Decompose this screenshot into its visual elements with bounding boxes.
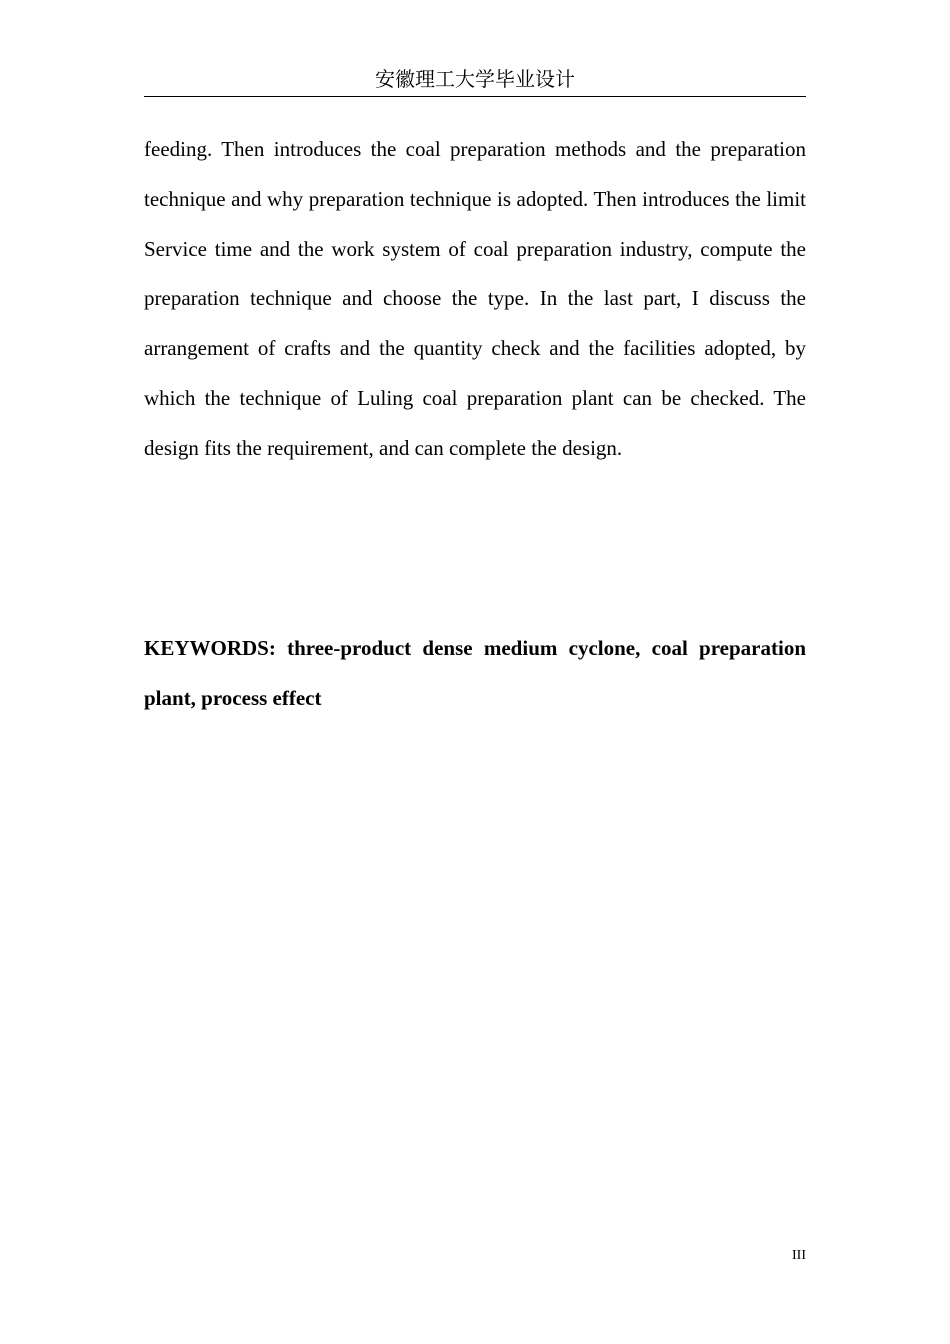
abstract-paragraph: feeding. Then introduces the coal preparation methods and the preparation technique and why preparation technique is adopted. Then introduces the limit Service time and the work system of coal preparation industry, compute the preparation technique and choose the type. In the last part, I discuss the arrangement of crafts and the quantity check and the facilities adopted, by which the technique of Luling coal preparation plant can be checked. The design fits the requirement, and can complete the design.: [144, 137, 806, 460]
keywords-section: [144, 623, 806, 723]
page-header: 安徽理工大学毕业设计: [144, 64, 806, 97]
keywords-label: KEYWORDS:: [144, 636, 276, 660]
page-number: III: [792, 1248, 806, 1263]
keywords-text: three-product dense medium cyclone, coal preparation plant, process effect: [144, 636, 806, 710]
